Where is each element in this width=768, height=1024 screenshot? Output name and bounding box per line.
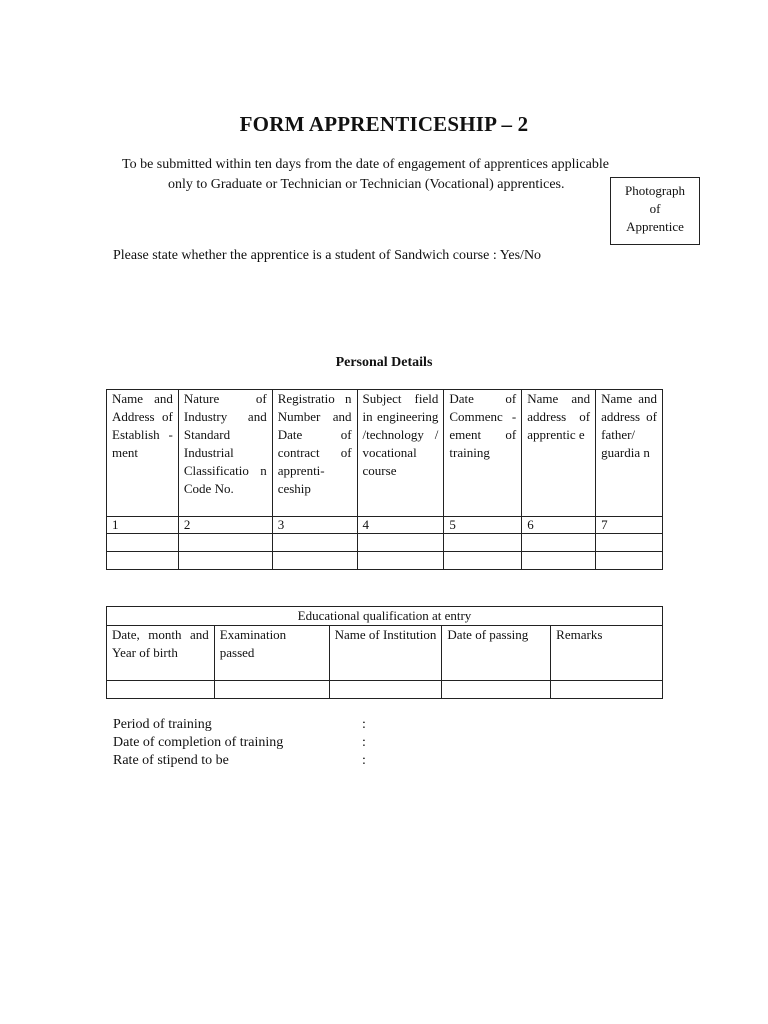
column-number: 7 — [596, 517, 663, 534]
photo-box-line-1: Photograph — [625, 183, 685, 198]
column-number: 2 — [178, 517, 272, 534]
intro-text-line-2: only to Graduate or Technician or Technician (Vocational) apprentices. — [168, 177, 565, 192]
intro-text-line-1: To be submitted within ten days from the date of engagement of apprentices applicable — [122, 157, 609, 172]
header-remarks: Remarks — [551, 626, 663, 681]
photo-box-line-3: Apprentice — [626, 219, 684, 234]
date-of-completion-label: Date of completion of training — [113, 735, 284, 750]
table-cell[interactable] — [272, 534, 357, 552]
header-birth-date: Date, month and Year of birth — [107, 626, 215, 681]
table-cell[interactable] — [444, 534, 522, 552]
period-colon: : — [362, 717, 366, 732]
header-subject-field: Subject field in engineering /technology / vocational course — [357, 390, 444, 517]
form-title: FORM APPRENTICESHIP – 2 — [239, 112, 529, 136]
table-cell[interactable] — [272, 552, 357, 570]
header-establishment: Name and Address of Establish -ment — [107, 390, 179, 517]
column-number-row — [107, 517, 663, 534]
column-number: 1 — [107, 517, 179, 534]
photograph-box — [610, 177, 700, 245]
education-caption: Educational qualification at entry — [107, 607, 663, 626]
table-cell[interactable] — [329, 681, 442, 699]
table-cell[interactable] — [178, 534, 272, 552]
header-industry: Nature of Industry and Standard Industrial Classificatio n Code No. — [178, 390, 272, 517]
period-of-training-label: Period of training — [113, 717, 212, 732]
header-registration: Registratio n Number and Date of contract of apprenti- ceship — [272, 390, 357, 517]
table-row — [107, 552, 663, 570]
header-apprentice-name: Name and address of apprentic e — [522, 390, 596, 517]
header-institution: Name of Institution — [329, 626, 442, 681]
table-cell[interactable] — [357, 534, 444, 552]
education-caption-row — [107, 607, 663, 626]
table-cell[interactable] — [596, 534, 663, 552]
column-number: 6 — [522, 517, 596, 534]
header-date-passing: Date of passing — [442, 626, 551, 681]
table-cell[interactable] — [551, 681, 663, 699]
table-cell[interactable] — [107, 534, 179, 552]
table-cell[interactable] — [522, 552, 596, 570]
table-cell[interactable] — [442, 681, 551, 699]
table-cell[interactable] — [596, 552, 663, 570]
table-cell[interactable] — [214, 681, 329, 699]
column-number: 3 — [272, 517, 357, 534]
header-guardian-name: Name and address of father/ guardia n — [596, 390, 663, 517]
table-cell[interactable] — [444, 552, 522, 570]
column-number: 5 — [444, 517, 522, 534]
header-examination: Examination passed — [214, 626, 329, 681]
rate-of-stipend-label: Rate of stipend to be — [113, 753, 229, 768]
table-cell[interactable] — [357, 552, 444, 570]
sandwich-course-question: Please state whether the apprentice is a student of Sandwich course : Yes/No — [113, 248, 542, 263]
table-row — [107, 534, 663, 552]
header-date-commencement: Date of Commenc -ement of training — [444, 390, 522, 517]
table-header-row — [107, 626, 663, 681]
education-table — [106, 606, 663, 699]
personal-details-title: Personal Details — [335, 355, 433, 370]
column-number: 4 — [357, 517, 444, 534]
personal-details-table — [106, 389, 663, 570]
table-cell[interactable] — [178, 552, 272, 570]
table-cell[interactable] — [107, 681, 215, 699]
photo-box-line-2: of — [649, 201, 661, 216]
stipend-colon: : — [362, 753, 366, 768]
table-row — [107, 681, 663, 699]
table-cell[interactable] — [107, 552, 179, 570]
completion-colon: : — [362, 735, 366, 750]
table-header-row — [107, 390, 663, 517]
table-cell[interactable] — [522, 534, 596, 552]
